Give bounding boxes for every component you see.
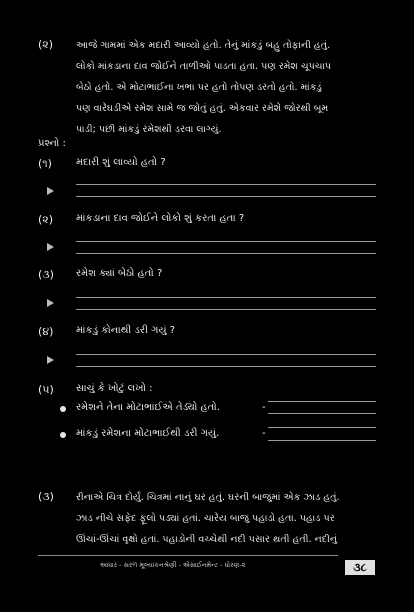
- bullet-icon: [60, 432, 66, 438]
- tf-dash: -: [262, 402, 266, 413]
- answer-line[interactable]: [76, 309, 376, 310]
- answer-arrow-icon: [47, 299, 54, 307]
- answer-line[interactable]: [76, 354, 376, 355]
- tf-dash: -: [262, 428, 266, 439]
- question-text: મદારી શું લાવ્યો હતો ?: [76, 157, 166, 168]
- answer-line[interactable]: [76, 184, 376, 185]
- passage1-line: આજે ગામમાં એક મદારી આવ્યો હતો. તેનું માંકડું બહુ તોફાની હતું.: [76, 40, 331, 51]
- tf-answer-line[interactable]: [268, 427, 376, 428]
- passage2-line: રીનાએ ચિત્ર દોર્યું. ચિત્રમાં નાનું ઘર હતું. ઘરની બાજુમાં એક ઝાડ હતું.: [76, 492, 340, 503]
- tf-statement: માંકડું રમેશના મોટાભાઈથી ડરી ગયું.: [76, 428, 220, 439]
- question-text: રમેશ ક્યાં બેઠો હતો ?: [76, 268, 163, 279]
- tf-answer-line[interactable]: [268, 413, 376, 414]
- passage1-line: બેઠો હતો. એ મોટાભાઈના ખભા પર હતો તોપણ ડરતો હતો. માંકડું: [76, 82, 322, 93]
- footer-rule: [38, 555, 338, 556]
- answer-line[interactable]: [76, 297, 376, 298]
- question-text: માંકડું કોનાથી ડરી ગયું ?: [76, 325, 176, 336]
- answer-line[interactable]: [76, 253, 376, 254]
- tf-title: સાચું કે ખોટું લખો :: [76, 383, 153, 394]
- tf-statement: રમેશને તેના મોટાભાઈએ તેડ્યો હતો.: [76, 402, 220, 413]
- footer-text: આધાર - સરળ મૂલ્યાંકનશ્રેણી - એસાઈનમેન્ટ - ધોરણ-૨: [100, 561, 246, 569]
- answer-line[interactable]: [76, 366, 376, 367]
- tf-answer-line[interactable]: [268, 401, 376, 402]
- passage1-line: પણ વારેઘડીએ રમેશ સામે જ જોતું હતું. એકવાર રમેશે જોરથી બૂમ: [76, 103, 329, 114]
- questions-label: પ્રશ્નો :: [38, 138, 66, 149]
- answer-arrow-icon: [47, 187, 54, 195]
- answer-arrow-icon: [47, 356, 54, 364]
- answer-line[interactable]: [76, 241, 376, 242]
- question-text: માંકડાના દાવ જોઈને લોકો શું કરતા હતા ?: [76, 213, 245, 224]
- page-number: ૩૮: [345, 560, 375, 575]
- passage2-number: (૩): [38, 490, 54, 503]
- question-number: (૨): [38, 213, 54, 226]
- passage2-line: ઝાડ નીચે સફેદ ફૂલો પડ્યાં હતાં. ચારેય બાજુ પહાડો હતા. પહાડ પર: [76, 513, 335, 524]
- passage2-line: ઊંચાં-ઊંચાં વૃક્ષો હતાં. પહાડોની વચ્ચેથી નદી પસાર થતી હતી. નદીનું: [76, 534, 337, 545]
- answer-line[interactable]: [76, 196, 376, 197]
- bullet-icon: [60, 406, 66, 412]
- question-number: (૩): [38, 268, 54, 281]
- question-number: (૪): [38, 325, 54, 338]
- tf-number: (૫): [38, 383, 54, 396]
- answer-arrow-icon: [47, 243, 54, 251]
- passage1-line: લોકો માંકડાના દાવ જોઈને તાળીઓ પાડતા હતા. પણ રમેશ ચૂપચાપ: [76, 61, 332, 72]
- tf-answer-line[interactable]: [268, 440, 376, 441]
- passage1-line: પાડી; પછી માંકડું રમેશથી ડરવા લાગ્યું.: [76, 124, 222, 135]
- question-number: (૧): [38, 157, 52, 170]
- passage1-number: (૨): [38, 38, 54, 51]
